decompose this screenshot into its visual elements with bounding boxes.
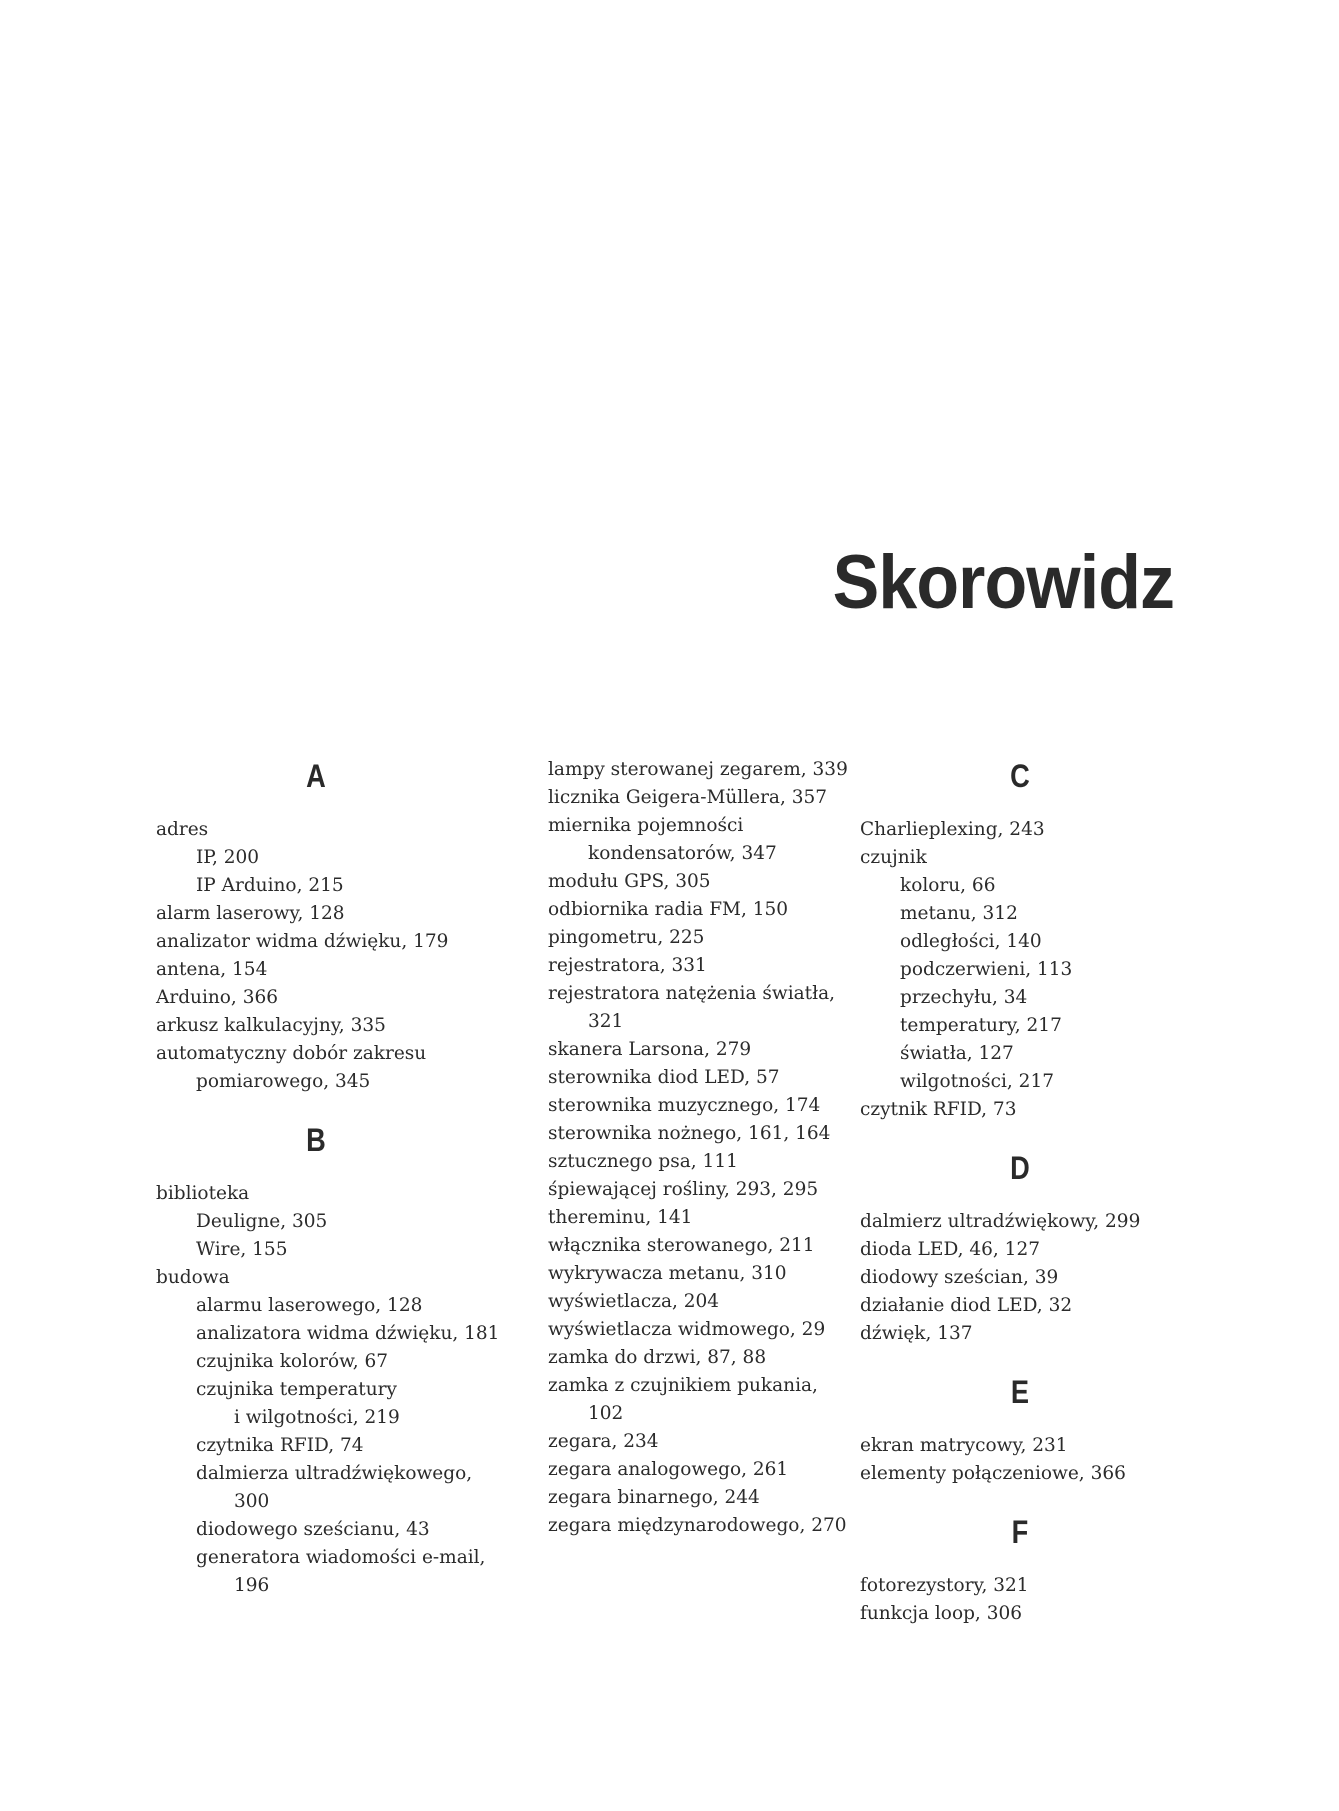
- index-subentry: 300: [234, 1491, 270, 1512]
- index-entry: pingometru, 225: [548, 927, 705, 948]
- index-subentry: wilgotności, 217: [900, 1071, 1054, 1092]
- index-subentry: kondensatorów, 347: [588, 843, 777, 864]
- index-entry: wykrywacza metanu, 310: [548, 1263, 787, 1284]
- index-entry: skanera Larsona, 279: [548, 1039, 752, 1060]
- index-subentry: czytnika RFID, 74: [196, 1435, 364, 1456]
- index-entry: thereminu, 141: [548, 1207, 693, 1228]
- index-subentry: i wilgotności, 219: [234, 1407, 400, 1428]
- index-entry: sztucznego psa, 111: [548, 1151, 738, 1172]
- index-subentry: czujnika temperatury: [196, 1379, 397, 1400]
- index-entry: włącznika sterowanego, 211: [548, 1235, 815, 1256]
- index-section: [548, 756, 848, 1540]
- index-entry: alarm laserowy, 128: [156, 903, 345, 924]
- index-entry: sterownika diod LED, 57: [548, 1067, 780, 1088]
- index-entry: antena, 154: [156, 959, 268, 980]
- index-entry: wyświetlacza widmowego, 29: [548, 1319, 826, 1340]
- index-entry: adres: [156, 819, 209, 840]
- index-entry: zamka z czujnikiem pukania,: [548, 1375, 818, 1396]
- page-title: Skorowidz: [832, 540, 1174, 625]
- index-subentry: metanu, 312: [900, 903, 1018, 924]
- index-entry: miernika pojemności: [548, 815, 744, 836]
- index-entry: fotorezystory, 321: [860, 1575, 1029, 1596]
- index-entry: elementy połączeniowe, 366: [860, 1463, 1126, 1484]
- index-entry: funkcja loop, 306: [860, 1603, 1023, 1624]
- index-entry: wyświetlacza, 204: [548, 1291, 720, 1312]
- index-subentry: temperatury, 217: [900, 1015, 1062, 1036]
- index-section: [156, 1122, 500, 1600]
- index-entry: dźwięk, 137: [860, 1323, 973, 1344]
- index-entry: zegara binarnego, 244: [548, 1487, 760, 1508]
- index-subentry: IP Arduino, 215: [196, 875, 344, 896]
- index-entry: Charlieplexing, 243: [860, 819, 1045, 840]
- index-entry: ekran matrycowy, 231: [860, 1435, 1068, 1456]
- index-subentry: Wire, 155: [196, 1239, 288, 1260]
- index-entry: zegara, 234: [548, 1431, 659, 1452]
- index-entry: Arduino, 366: [156, 987, 279, 1008]
- index-section: [860, 1516, 1190, 1628]
- index-subentry: podczerwieni, 113: [900, 959, 1073, 980]
- index-entry: licznika Geigera-Müllera, 357: [548, 787, 828, 808]
- index-section: [860, 1376, 1190, 1488]
- index-subentry: 196: [234, 1575, 270, 1596]
- index-entry: śpiewającej rośliny, 293, 295: [548, 1179, 819, 1200]
- index-entry: czytnik RFID, 73: [860, 1099, 1017, 1120]
- index-entry: analizator widma dźwięku, 179: [156, 931, 449, 952]
- index-section: [156, 760, 496, 1096]
- index-entry: biblioteka: [156, 1183, 250, 1204]
- index-column-3: [860, 760, 1190, 1628]
- index-subentry: odległości, 140: [900, 931, 1042, 952]
- index-entry: dioda LED, 46, 127: [860, 1239, 1040, 1260]
- index-entry: modułu GPS, 305: [548, 871, 711, 892]
- index-subentry: przechyłu, 34: [900, 987, 1028, 1008]
- section-letter: E: [1010, 1374, 1030, 1410]
- index-entry: rejestratora natężenia światła,: [548, 983, 835, 1004]
- index-subentry: pomiarowego, 345: [196, 1071, 371, 1092]
- index-subentry: analizatora widma dźwięku, 181: [196, 1323, 500, 1344]
- section-letter: F: [1011, 1514, 1029, 1550]
- index-entry: arkusz kalkulacyjny, 335: [156, 1015, 386, 1036]
- index-entry: automatyczny dobór zakresu: [156, 1043, 427, 1064]
- index-column-2: [548, 756, 848, 1540]
- index-entry: diodowy sześcian, 39: [860, 1267, 1059, 1288]
- index-entry: czujnik: [860, 847, 927, 868]
- index-entry: zegara międzynarodowego, 270: [548, 1515, 847, 1536]
- index-entry: lampy sterowanej zegarem, 339: [548, 759, 848, 780]
- index-subentry: czujnika kolorów, 67: [196, 1351, 389, 1372]
- index-entry: zegara analogowego, 261: [548, 1459, 789, 1480]
- section-letter: D: [1010, 1150, 1030, 1186]
- index-section: [860, 1152, 1190, 1348]
- section-letter: A: [306, 758, 326, 794]
- index-entry: odbiornika radia FM, 150: [548, 899, 789, 920]
- index-entry: sterownika muzycznego, 174: [548, 1095, 821, 1116]
- index-subentry: koloru, 66: [900, 875, 996, 896]
- index-subentry: 102: [588, 1403, 624, 1424]
- index-entry: dalmierz ultradźwiękowy, 299: [860, 1211, 1141, 1232]
- index-entry: rejestratora, 331: [548, 955, 707, 976]
- index-entry: budowa: [156, 1267, 230, 1288]
- index-column-1: [156, 758, 500, 1600]
- index-subentry: diodowego sześcianu, 43: [196, 1519, 430, 1540]
- index-subentry: światła, 127: [900, 1043, 1014, 1064]
- section-letter: C: [1010, 758, 1030, 794]
- index-subentry: IP, 200: [196, 847, 260, 868]
- index-entry: zamka do drzwi, 87, 88: [548, 1347, 767, 1368]
- section-letter: B: [306, 1122, 326, 1158]
- index-subentry: alarmu laserowego, 128: [196, 1295, 423, 1316]
- index-entry: działanie diod LED, 32: [860, 1295, 1073, 1316]
- index-subentry: generatora wiadomości e-mail,: [196, 1547, 486, 1568]
- index-subentry: dalmierza ultradźwiękowego,: [196, 1463, 473, 1484]
- index-subentry: Deuligne, 305: [196, 1211, 328, 1232]
- index-subentry: 321: [588, 1011, 624, 1032]
- index-entry: sterownika nożnego, 161, 164: [548, 1123, 831, 1144]
- index-section: [860, 760, 1190, 1124]
